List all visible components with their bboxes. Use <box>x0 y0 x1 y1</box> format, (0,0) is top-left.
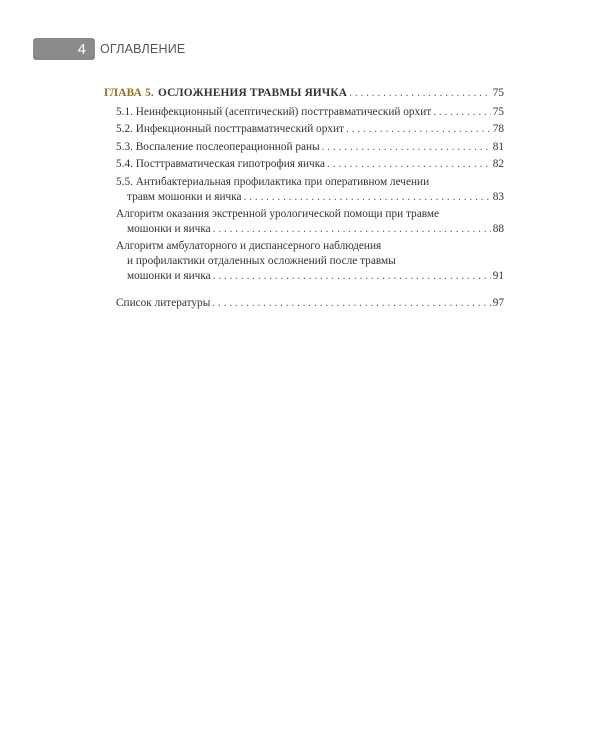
toc-chapter-5[interactable] <box>104 86 504 101</box>
dot-leader <box>346 122 491 137</box>
toc-entry-label-line: Алгоритм оказания экстренной урологической помощи при травме <box>116 208 440 221</box>
toc-entry-page-number: 83 <box>492 190 504 203</box>
toc-entry-label-line: Алгоритм амбулаторного и диспансерного наблюдения <box>116 240 382 253</box>
table-of-contents <box>104 86 504 314</box>
dot-leader <box>244 190 491 205</box>
dot-leader <box>349 86 491 101</box>
dot-leader <box>327 157 491 172</box>
toc-entry-page-number: 88 <box>492 222 504 235</box>
toc-entry-page-number: 82 <box>492 158 504 171</box>
running-header <box>33 38 185 60</box>
page-number-badge <box>33 38 95 60</box>
toc-entry-page-number: 81 <box>492 140 504 153</box>
toc-entry-emergency-algorithm[interactable] <box>104 207 504 236</box>
toc-entry-5-2[interactable] <box>104 122 504 137</box>
toc-entry-followup-algorithm[interactable] <box>104 239 504 283</box>
references-page-number: 97 <box>492 297 504 310</box>
chapter-prefix: ГЛАВА 5. <box>104 87 154 99</box>
dot-leader <box>212 296 490 311</box>
toc-entry-label: 5.4. Посттравматическая гипотрофия яичка <box>116 158 326 171</box>
chapter-page-number: 75 <box>492 87 504 99</box>
dot-leader <box>433 105 491 120</box>
toc-entry-5-1[interactable] <box>104 105 504 120</box>
toc-entry-page-number: 78 <box>492 123 504 136</box>
references-label: Список литературы <box>116 297 211 310</box>
toc-entry-page-number: 75 <box>492 105 504 118</box>
toc-entry-5-3[interactable] <box>104 140 504 155</box>
dot-leader <box>213 269 491 284</box>
dot-leader <box>213 222 491 237</box>
toc-entry-page-number: 91 <box>492 269 504 282</box>
toc-entry-label: мошонки и яичка <box>127 269 211 282</box>
toc-entry-label-line: и профилактики отдаленных осложнений после травмы <box>127 254 396 267</box>
toc-entry-label: мошонки и яичка <box>127 222 211 235</box>
toc-entry-label: 5.2. Инфекционный посттравматический орхит <box>116 123 344 136</box>
toc-entry-5-4[interactable] <box>104 157 504 172</box>
section-title: ОГЛАВЛЕНИЕ <box>100 42 186 56</box>
dot-leader <box>322 140 491 155</box>
toc-entry-5-5[interactable] <box>104 175 504 204</box>
toc-entry-label-line: 5.5. Антибактериальная профилактика при оперативном лечении <box>116 175 430 188</box>
chapter-title: ОСЛОЖНЕНИЯ ТРАВМЫ ЯИЧКА <box>157 87 348 99</box>
page-number: 4 <box>77 40 86 58</box>
toc-entry-label: травм мошонки и яичка <box>127 190 242 203</box>
toc-entry-references[interactable] <box>104 296 504 311</box>
toc-entry-label: 5.3. Воспаление послеоперационной раны <box>116 140 320 153</box>
section-gap <box>104 286 504 296</box>
toc-entry-label: 5.1. Неинфекционный (асептический) посттравматический орхит <box>116 105 432 118</box>
